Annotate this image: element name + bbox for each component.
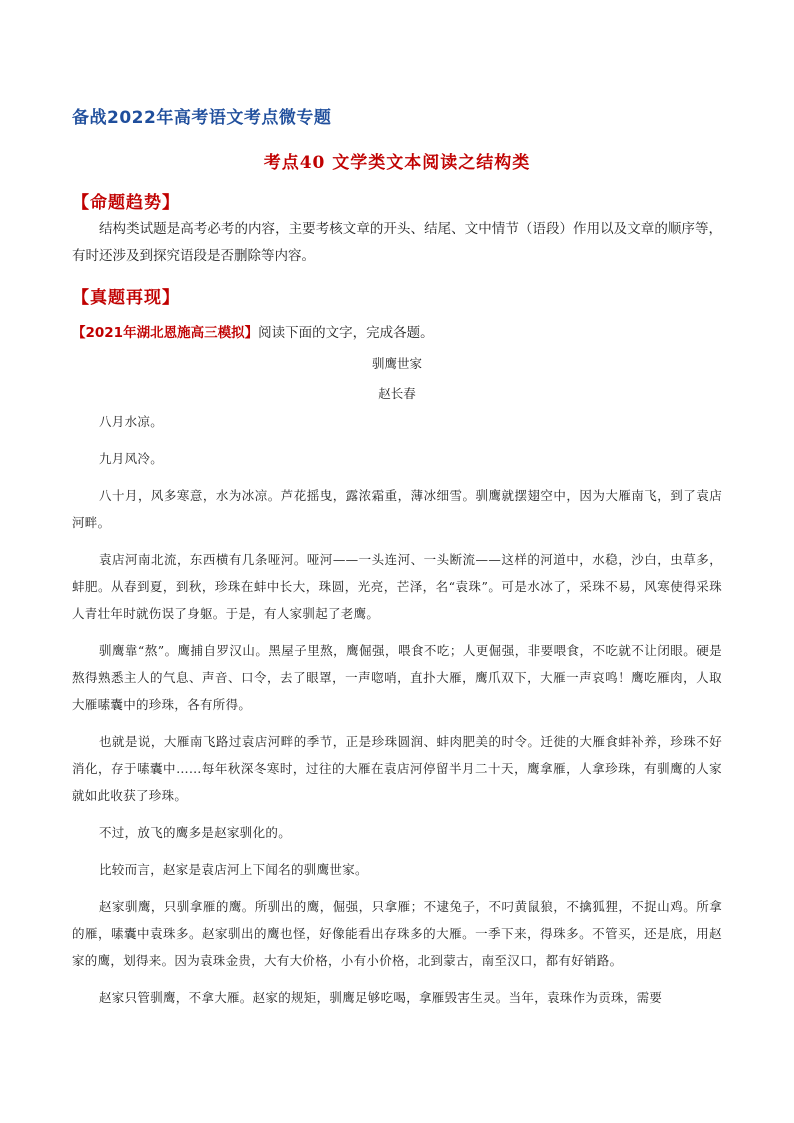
- story-paragraph: 赵家驯鹰，只驯拿雁的鹰。所驯出的鹰，倔强，只拿雁；不逮兔子，不叼黄鼠狼，不擒狐狸，不捉山鸡。所拿的雁，嗉囊中袁珠多。赵家驯出的鹰也怪，好像能看出存珠多的大雁。一季下来，得珠多。不管买，还是底，用赵家的鹰，划得来。因为袁珠金贵，大有大价格，小有小价格，北到蒙古，南至汉口，都有好销路。: [72, 899, 722, 968]
- topic-title: 考点40 文学类文本阅读之结构类: [263, 153, 531, 173]
- story-paragraph: 不过，放飞的鹰多是赵家驯化的。: [99, 825, 292, 840]
- story-paragraph: 比较而言，赵家是袁店河上下闻名的驯鹰世家。: [99, 862, 368, 877]
- real-questions-heading: 【真题再现】: [72, 288, 180, 308]
- story-paragraph: 也就是说，大雁南飞路过袁店河畔的季节，正是珍珠圆润、蚌肉肥美的时令。迁徙的大雁食蚌补养，珍珠不好消化，存于嗉囊中……每年秋深冬寒时，过往的大雁在袁店河停留半月二十天，鹰拿雁，人拿珍珠，有驯鹰的人家就如此收获了珍珠。: [72, 734, 722, 803]
- story-body: [72, 408, 722, 1021]
- story-paragraph: 袁店河南北流，东西横有几条哑河。哑河——一头连河、一头断流——这样的河道中，水稳，沙白，虫草多，蚌肥。从春到夏，到秋，珍珠在蚌中长大，珠圆，光亮，芒泽，名“袁珠”。可是水冰了，采珠不易，风寒使得采珠人青壮年时就伤误了身躯。于是，有人家驯起了老鹰。: [72, 552, 722, 621]
- question-instruction: 阅读下面的文字，完成各题。: [258, 325, 434, 341]
- story-title: 驯鹰世家: [371, 356, 422, 371]
- story-paragraph: 八月水凉。: [99, 414, 164, 429]
- story-author: 赵长春: [378, 386, 416, 401]
- series-title: 备战2022年高考语文考点微专题: [72, 108, 332, 128]
- trend-heading: 【命题趋势】: [72, 193, 180, 213]
- trend-text: 结构类试题是高考必考的内容，主要考核文章的开头、结尾、文中情节（语段）作用以及文章的顺序等，有时还涉及到探究语段是否删除等内容。: [72, 221, 722, 264]
- source-tag: 【2021年湖北恩施高三模拟】: [72, 325, 259, 341]
- story-paragraph: 赵家只管驯鹰，不拿大雁。赵家的规矩，驯鹰足够吃喝，拿雁毁害生灵。当年，袁珠作为贡珠，需要: [99, 990, 663, 1005]
- story-paragraph: 八十月，风多寒意，水为冰凉。芦花摇曳，露浓霜重，薄冰细雪。驯鹰就摆翅空中，因为大雁南飞，到了袁店河畔。: [72, 488, 722, 530]
- story-paragraph: 驯鹰靠“熬”。鹰捕自罗汉山。黑屋子里熬，鹰倔强，喂食不吃；人更倔强，非要喂食，不吃就不让闭眼。硬是熬得熟悉主人的气息、声音、口令，去了眼罩，一声唿哨，直扑大雁，鹰爪双下，大雁一声哀鸣！鹰吃雁肉，人取大雁嗉囊中的珍珠，各有所得。: [72, 643, 722, 712]
- question-source-line: [72, 321, 434, 341]
- story-paragraph: 九月风冷。: [99, 451, 164, 466]
